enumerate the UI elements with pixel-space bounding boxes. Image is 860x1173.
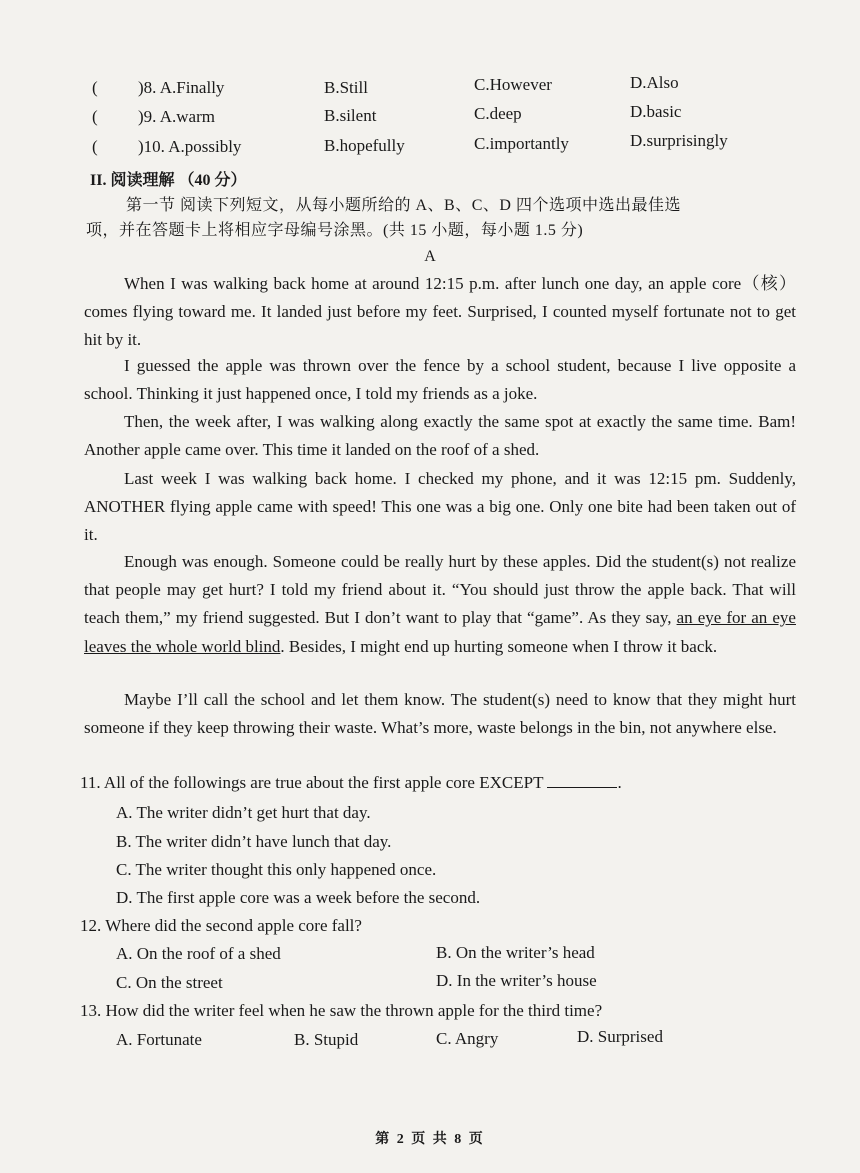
q10-option-d: D.surprisingly xyxy=(630,131,728,150)
q12-option-c: C. On the street xyxy=(116,973,223,992)
q11-option-b: B. The writer didn’t have lunch that day. xyxy=(116,832,392,851)
q12-option-a: A. On the roof of a shed xyxy=(116,944,281,963)
q11-option-c: C. The writer thought this only happened once. xyxy=(116,860,437,879)
answer-blank xyxy=(547,773,617,788)
q9-option-a: )9. A.warm xyxy=(138,107,215,126)
underlined-proverb: an eye for an eye leaves the whole world blind xyxy=(84,608,796,656)
q11-option-a: A. The writer didn’t get hurt that day. xyxy=(116,803,371,822)
passage-paragraph-6: Maybe I’ll call the school and let them know. The student(s) need to know that they might hurt someone if they keep throwing their waste. What’s more, waste belongs in the bin, not anywhere else. xyxy=(84,690,796,738)
q11-option-d: D. The first apple core was a week before the second. xyxy=(116,888,481,907)
passage-label: A xyxy=(424,248,436,265)
page-number: 第 2 页 共 8 页 xyxy=(375,1132,485,1147)
q13-option-c: C. Angry xyxy=(436,1029,499,1048)
paren-open: ( xyxy=(92,78,98,97)
paren-open: ( xyxy=(92,107,98,126)
q8-option-d: D.Also xyxy=(630,73,679,92)
q9-option-b: B.silent xyxy=(324,106,377,125)
q13-option-a: A. Fortunate xyxy=(116,1030,202,1049)
q10-option-b: B.hopefully xyxy=(324,136,405,155)
q9-option-c: C.deep xyxy=(474,104,522,123)
passage-paragraph-2: I guessed the apple was thrown over the fence by a school student, because I live opposite a school. Thinking it just happened once, I told my friends as a joke. xyxy=(84,356,796,404)
question-12: 12. Where did the second apple core fall? xyxy=(80,916,362,935)
q12-option-b: B. On the writer’s head xyxy=(436,943,595,962)
paren-open: ( xyxy=(92,137,98,156)
section-instruction-1: 第一节 阅读下列短文，从每小题所给的 A、B、C、D 四个选项中选出最佳选 xyxy=(126,197,681,214)
q13-option-d: D. Surprised xyxy=(577,1027,663,1046)
passage-paragraph-4: Last week I was walking back home. I checked my phone, and it was 12:15 pm. Suddenly, ANOTHER flying apple came with speed! This one was a big one. Only one bite had been taken out of it. xyxy=(84,469,796,545)
section-instruction-2: 项，并在答题卡上将相应字母编号涂黑。(共 15 小题，每小题 1.5 分) xyxy=(86,222,584,239)
question-13: 13. How did the writer feel when he saw the thrown apple for the third time? xyxy=(80,1001,603,1020)
q13-option-b: B. Stupid xyxy=(294,1030,359,1049)
passage-paragraph-5: Enough was enough. Someone could be really hurt by these apples. Did the student(s) not realize that people may get hurt? I told my friend about it. “You should just throw the apple back. That will teach them,” my friend suggested. But I don’t want to play that “game”. As they say, an eye for an eye leaves the whole world blind. Besides, I might end up hurting someone when I throw it back. xyxy=(84,552,796,656)
q9-option-d: D.basic xyxy=(630,102,682,121)
q10-option-c: C.importantly xyxy=(474,134,569,153)
passage-paragraph-3: Then, the week after, I was walking along exactly the same spot at exactly the same time. Bam! Another apple came over. This time it landed on the roof of a shed. xyxy=(84,412,796,460)
passage-paragraph-1: When I was walking back home at around 12:15 p.m. after lunch one day, an apple core（核）comes flying toward me. It landed just before my feet. Surprised, I counted myself fortunate not to get hit by it. xyxy=(84,274,796,350)
q10-option-a: )10. A.possibly xyxy=(138,137,242,156)
question-11: 11. All of the followings are true about the first apple core EXCEPT . xyxy=(80,773,622,792)
section-title: II. 阅读理解 （40 分） xyxy=(90,172,247,189)
q8-option-b: B.Still xyxy=(324,78,368,97)
q8-option-a: )8. A.Finally xyxy=(138,78,225,97)
q12-option-d: D. In the writer’s house xyxy=(436,971,597,990)
q8-option-c: C.However xyxy=(474,75,552,94)
